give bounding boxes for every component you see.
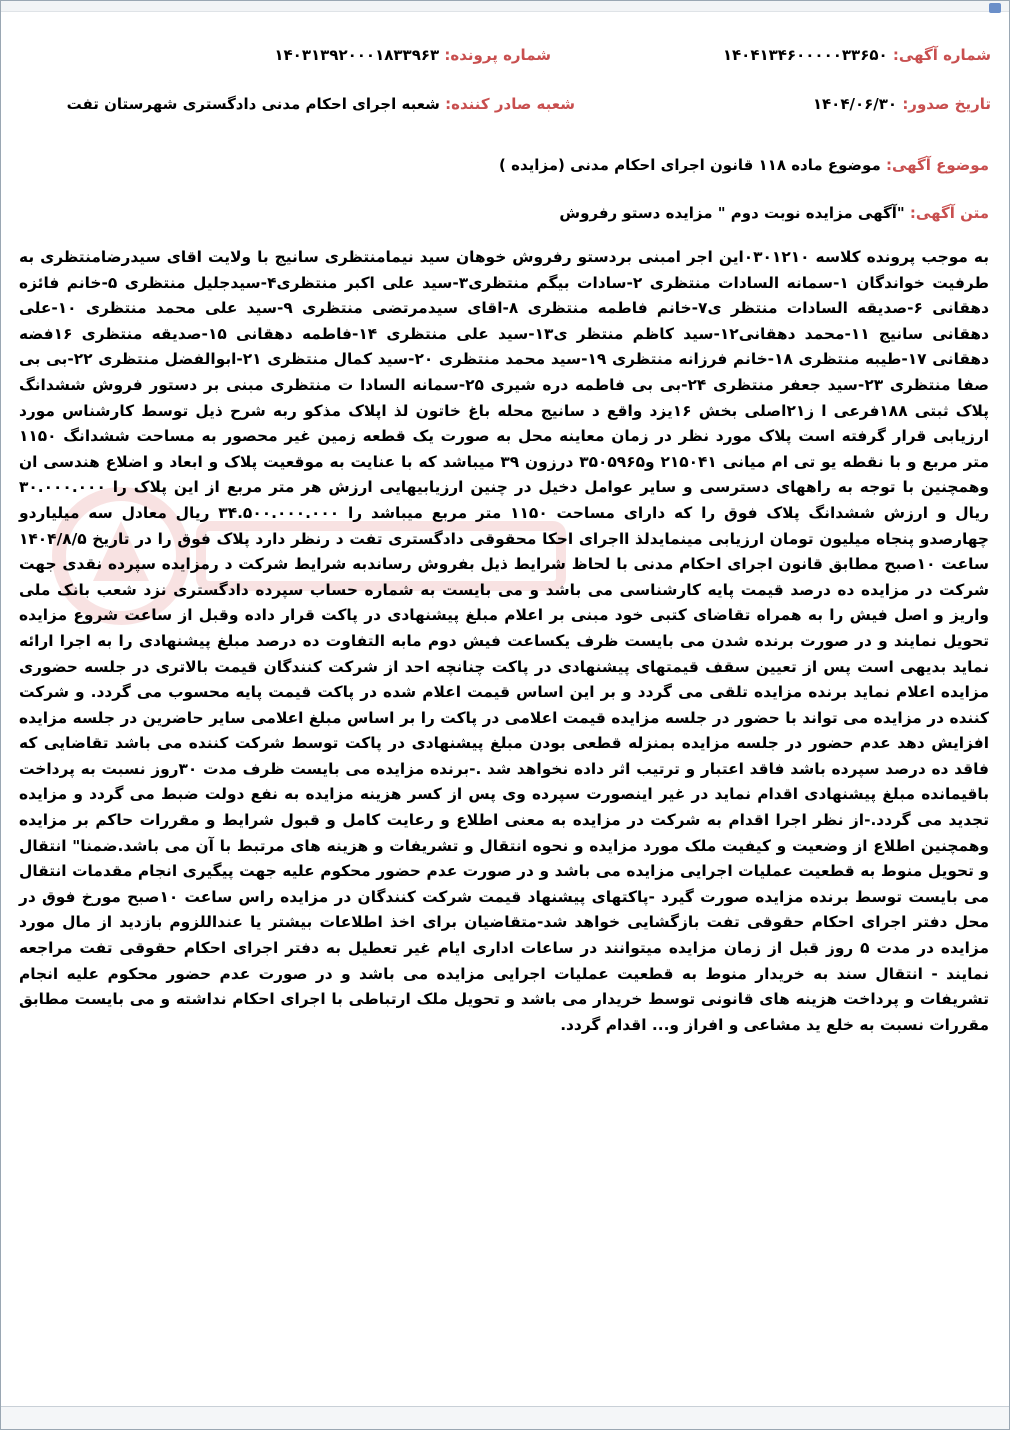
ad-number-row — [723, 46, 991, 64]
ad-body-text: به موجب پرونده کلاسه ۰۳۰۱۲۱۰این اجر امبنی بردستو رفروش خوهان سید نیمامنتظری سانیج با ولایت اقای سیدرضامنتظری به طرفیت خواندگان ۱-سمانه السادات منتظری ۲-سادات بیگم منتظری۳-سید علی اکبر منتظری۴-سیدجلیل منتظری ۵-خانم فائزه دهقانی ۶-صدیقه السادات منتظر ی۷-خانم فاطمه منتظری ۸-اقای سیدمرتضی منتظری ۹-سید علی محمد منتظری ۱۰-علی دهقانی سانیج ۱۱-محمد دهقانی۱۲-سید کاظم منتظر ی۱۳-سید علی منتظری ۱۴-فاطمه دهقانی ۱۵-صدیقه منتظری ۱۶فضه دهقانی ۱۷-طیبه منتظری ۱۸-خانم فرزانه منتظری ۱۹-سید محمد منتظری ۲۰-سید کمال منتظری ۲۱-ابوالفضل منتظری ۲۲-بی بی صفا منتظری ۲۳-سید جعفر منتظری ۲۴-بی بی فاطمه دره شیری ۲۵-سمانه السادا ت منتظری مبنی بر دستور فروش ششدانگ پلاک ثبتی ۱۸۸فرعی ا ز۲۱اصلی بخش ۱۶یزد واقع د سانیج محله باغ خاتون لذ اپلاک مذکو ربه شرح ذیل توسط کارشناس مورد ارزیابی قرار گرفته است پلاک مورد نظر در زمان معاینه محل به صورت یک قطعه زمین غیر محصور به مساحت ششدانگ ۱۱۵۰ متر مربع و با نقطه یو تی ام میانی ۲۱۵۰۴۱ و۳۵۰۵۹۶۵ درزون ۳۹ میباشد که با عنایت به موقعیت پلاک و ابعاد و اضلاع هندسی ان وهمچنین با توجه به راههای دسترسی و سایر عوامل دخیل در چنین ارزیابیهایی ارزش هر متر مربع از این پلاک را ۳۰.۰۰۰.۰۰۰ ریال و ارزش ششدانگ پلاک فوق را که دارای مساحت ۱۱۵۰ متر مربع میباشد را ۳۴.۵۰۰.۰۰۰.۰۰۰ ریال معادل سه میلیاردو چهارصدو پنجاه میلیون تومان ارزیابی مینمایدلذ ااجرای احکا محقوقی دادگستری تفت د رنظر دارد پلاک فوق را در تاریخ ۱۴۰۴/۸/۵ ساعت ۱۰صبح مطابق قانون اجرای احکام مدنی با لحاظ شرایط ذیل بفروش رساندبه شرایط شرکت د رمزایده سپرده نقدی جهت شرکت در مزایده ده درصد قیمت پایه کارشناسی می باشد و می بایست به شماره حساب سپرده دادگستری نزد شعب بانک ملی واریز و اصل فیش را به همراه تقاضای کتبی خود مبنی بر اعلام مبلغ پیشنهادی در پاکت قرار داده وقبل از ساعت شروع مزایده تحویل نمایند و در صورت برنده شدن می بایست ظرف یکساعت فیش دوم مابه التفاوت ده درصد مبلغ پیشنهادی را به اجرا ارائه نماید بدیهی است پس از تعیین سقف قیمتهای پیشنهادی در پاکت چنانچه احد از شرکت کنندگان قیمت بالاتری در جلسه حضوری مزایده اعلام نماید برنده مزایده تلقی می گردد و بر این اساس قیمت اعلام شده در پاکت قیمت پایه محسوب می گردد. و شرکت کننده در مزایده می تواند با حضور در جلسه مزایده قیمت اعلامی در پاکت را بر اساس مبلغ اعلامی سایر حاضرین در جلسه مزایده افزایش دهد عدم حضور در جلسه مزایده بمنزله قطعی بودن مبلغ پیشنهادی در پاکت توسط شرکت کننده می باشد تقاضایی که فاقد ده درصد سپرده باشد فاقد اعتبار و ترتیب اثر داده نخواهد شد .-برنده مزایده می بایست ظرف مدت ۳۰روز نسبت به پرداخت باقیمانده مبلغ پیشنهادی اقدام نماید در غیر اینصورت سپرده وی پس از کسر هزینه مزایده به نفع دولت ضبط می گردد و مزایده تجدید می گردد.-از نظر اجرا اقدام به شرکت در مزایده به معنی اطلاع و رعایت کامل و قبول شرایط و مقررات حاکم بر مزایده وهمچنین اطلاع از وضعیت و کیفیت ملک مورد مزایده و نحوه انتقال و تشریفات و هزینه های مرتبط با آن می باشد.ضمنا" انتقال و تحویل منوط به قطعیت عملیات اجرایی مزایده می باشد و در صورت عدم حضور محکوم علیه جهت پیگیری انجام مقدمات انتقال می بایست توسط برنده مزایده صورت گیرد -پاکتهای پیشنهاد قیمت شرکت کنندگان در مزایده راس ساعت ۱۰صبح مورخ فوق در محل دفتر اجرای احکام حقوقی تفت بازگشایی خواهد شد-متقاضیان برای اخذ اطلاعات بیشتر یا عنداللزوم بازدید از مال مورد مزایده در مدت ۵ روز قبل از زمان مزایده میتوانند در ساعات اداری ایام غیر تعطیل به دفتر اجرای احکام حقوقی تفت مراجعه نمایند - انتقال سند به خریدار منوط به قطعیت عملیات اجرایی مزایده می باشد و در صورت عدم حضور محکوم علیه انجام تشریفات و پرداخت هزینه های قانونی توسط خریدار می باشد و تحویل ملک ارتباطی با اجرای احکام نداشته و می بایست مطابق مقررات نسبت به خلع ید مشاعی و افراز و... اقدام گردد. — [19, 248, 990, 1034]
issuer-value: شعبه اجرای احکام مدنی دادگستری شهرستان تفت — [66, 95, 440, 113]
issue-date-label: تاریخ صدور: — [902, 95, 991, 113]
ad-number-value: ۱۴۰۴۱۳۴۶۰۰۰۰۰۳۳۶۵۰ — [722, 46, 888, 64]
case-number-row — [274, 46, 551, 64]
bottom-bar — [1, 1406, 1009, 1429]
issuer-label: شعبه صادر کننده: — [445, 95, 575, 113]
subject-label: موضوع آگهی: — [885, 156, 989, 174]
ad-text-label: متن آگهی: — [909, 204, 989, 222]
ad-text-heading-row — [559, 204, 989, 222]
case-number-value: ۱۴۰۳۱۳۹۲۰۰۰۱۸۳۳۹۶۳ — [274, 46, 440, 64]
subject-row — [499, 156, 989, 174]
issue-date-row — [813, 95, 991, 113]
window-control-icon[interactable] — [989, 3, 1001, 13]
case-number-label: شماره پرونده: — [444, 46, 551, 64]
subject-value: موضوع ماده ۱۱۸ قانون اجرای احکام مدنی (مزایده ) — [499, 156, 881, 174]
issue-date-value: ۱۴۰۴/۰۶/۳۰ — [812, 95, 898, 113]
issuer-row — [67, 95, 575, 113]
ad-text-heading: "آگهی مزایده نوبت دوم " مزایده دستو رفروش — [559, 204, 905, 222]
ad-number-label: شماره آگهی: — [892, 46, 991, 64]
top-strip — [1, 1, 1009, 12]
